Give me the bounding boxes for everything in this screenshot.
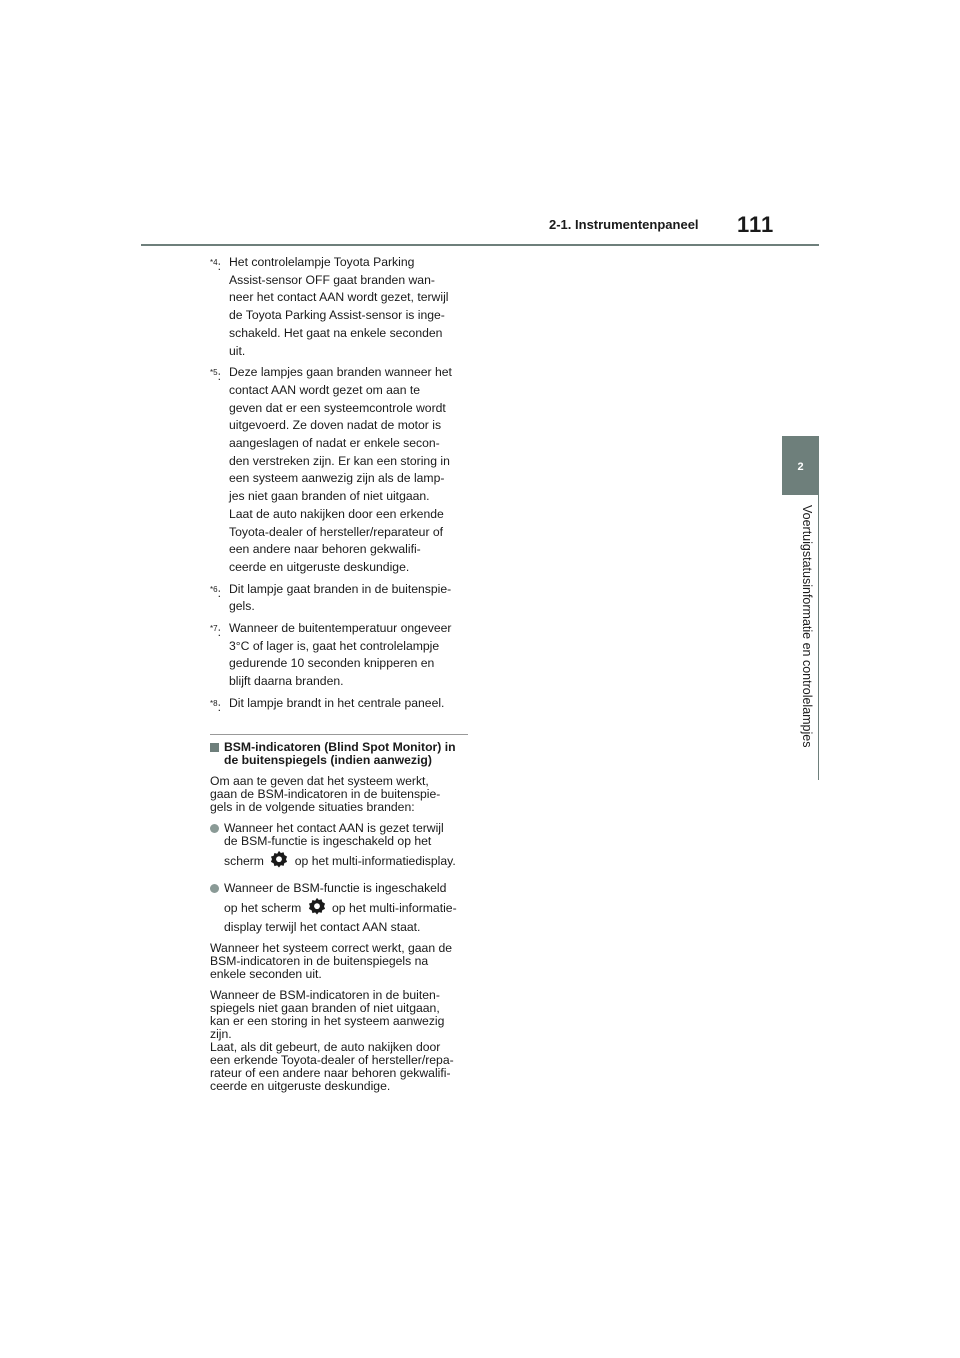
bsm-condition-1 <box>210 822 472 874</box>
footnote <box>210 620 472 691</box>
chapter-tab-border <box>818 495 819 780</box>
footnote <box>210 254 472 360</box>
circle-bullet-icon <box>210 824 219 833</box>
footnote-marker: $^{*5}$: <box>210 368 221 384</box>
bsm-heading <box>210 741 472 767</box>
bullet-text: scherm <box>224 854 264 868</box>
circle-bullet-icon <box>210 884 219 893</box>
bullet-line <box>224 895 472 921</box>
paragraph-line: enkele seconden uit. <box>210 967 322 981</box>
footnote-line: den verstreken zijn. Er kan een storing in <box>229 453 450 468</box>
chapter-label: Voertuigstatusinformatie en controlelampjes <box>800 505 814 748</box>
footnote-line: aangeslagen of nadat er enkele secon- <box>229 436 440 451</box>
footnote-list <box>210 254 472 717</box>
footnote-line: Assist-sensor OFF gaat branden wan- <box>229 272 435 287</box>
paragraph-line: Om aan te geven dat het systeem werkt, <box>210 774 429 788</box>
footnote-marker: $^{*4}$: <box>210 258 221 273</box>
footnote-line: Wanneer de buitentemperatuur ongeveer <box>229 621 452 636</box>
gear-icon <box>269 850 289 870</box>
footnote-line: gels. <box>229 599 255 614</box>
footnote-line: de Toyota Parking Assist-sensor is inge- <box>229 308 445 323</box>
bullet-line <box>224 848 472 874</box>
footnote-marker: $^{*7}$: <box>210 624 221 640</box>
heading-line: de buitenspiegels (indien aanwezig) <box>224 753 432 767</box>
paragraph-line: Wanneer het systeem correct werkt, gaan de <box>210 941 453 955</box>
page-number: 111 <box>737 212 775 237</box>
footnote-marker: $^{*6}$: <box>210 584 221 600</box>
paragraph-line: Laat, als dit gebeurt, de auto nakijken door <box>210 1040 441 1054</box>
paragraph-line: zijn. <box>210 1027 232 1041</box>
paragraph-line: spiegels niet gaan branden of niet uitgaan, <box>210 1001 440 1015</box>
footnote-line: schakeld. Het gaat na enkele seconden <box>229 325 443 340</box>
bullet-line: Wanneer het contact AAN is gezet terwijl <box>224 821 444 835</box>
gear-icon <box>307 897 327 917</box>
footnote-line: een andere naar behoren gekwalifi- <box>229 542 421 557</box>
footnote-line: Het controlelampje Toyota Parking <box>229 255 415 269</box>
footnote-line: jes niet gaan branden of niet uitgaan. <box>229 489 430 504</box>
footnote-line: blijft daarna branden. <box>229 674 344 689</box>
footnote-line: ceerde en uitgeruste deskundige. <box>229 559 410 574</box>
footnote-line: een systeem aanwezig zijn als de lamp- <box>229 471 445 486</box>
footnote-line: contact AAN wordt gezet om aan te <box>229 382 421 397</box>
footnote <box>210 364 472 576</box>
header-divider <box>141 244 819 246</box>
bullet-line: de BSM-functie is ingeschakeld op het <box>224 834 432 848</box>
footnote-line: gedurende 10 seconden knipperen en <box>229 656 435 671</box>
footnote-marker: $^{*8}$: <box>210 698 221 714</box>
bullet-text: op het multi-informatiedisplay. <box>294 854 456 868</box>
footnote-line: Dit lampje brandt in het centrale paneel. <box>229 695 445 710</box>
bullet-text: op het multi-informatie- <box>332 901 457 915</box>
bullet-text: op het scherm <box>224 901 302 915</box>
paragraph-line: Wanneer de BSM-indicatoren in de buiten- <box>210 988 440 1002</box>
paragraph-line: ceerde en uitgeruste deskundige. <box>210 1079 391 1093</box>
bsm-malfunction <box>210 989 472 1093</box>
paragraph-line: kan er een storing in het systeem aanwezig <box>210 1014 445 1028</box>
footnote-line: neer het contact AAN wordt gezet, terwijl <box>229 290 449 305</box>
chapter-tab[interactable] <box>782 436 819 495</box>
footnote <box>210 581 472 616</box>
chapter-number: 2 <box>797 461 804 473</box>
footnote-line: 3°C of lager is, gaat het controlelampje <box>229 638 440 653</box>
section-title: 2-1. Instrumentenpaneel <box>549 217 699 232</box>
bullet-line: Wanneer de BSM-functie is ingeschakeld <box>224 881 447 895</box>
paragraph-line: gaan de BSM-indicatoren in de buitenspie- <box>210 787 441 801</box>
paragraph-line: gels in de volgende situaties branden: <box>210 800 415 814</box>
paragraph-line: rateur of een andere naar behoren gekwalifi- <box>210 1066 451 1080</box>
section-divider <box>210 734 468 735</box>
bullet-line: display terwijl het contact AAN staat. <box>224 920 421 934</box>
bsm-section <box>210 741 472 1101</box>
footnote-line: Laat de auto nakijken door een erkende <box>229 506 444 521</box>
footnote-line: uit. <box>229 343 246 358</box>
bsm-condition-2 <box>210 882 472 934</box>
bsm-intro <box>210 775 472 814</box>
paragraph-line: BSM-indicatoren in de buitenspiegels na <box>210 954 429 968</box>
footnote <box>210 695 472 713</box>
bsm-normal-operation <box>210 942 472 981</box>
heading-line: BSM-indicatoren (Blind Spot Monitor) in <box>224 740 456 754</box>
footnote-line: Toyota-dealer of hersteller/reparateur of <box>229 524 444 539</box>
footnote-line: geven dat er een systeemcontrole wordt <box>229 400 446 415</box>
footnote-line: Dit lampje gaat branden in de buitenspie- <box>229 581 452 596</box>
square-bullet-icon <box>210 743 219 752</box>
footnote-line: uitgevoerd. Ze doven nadat de motor is <box>229 418 442 433</box>
paragraph-line: een erkende Toyota-dealer of hersteller/repa- <box>210 1053 454 1067</box>
footnote-line: Deze lampjes gaan branden wanneer het <box>229 365 452 380</box>
